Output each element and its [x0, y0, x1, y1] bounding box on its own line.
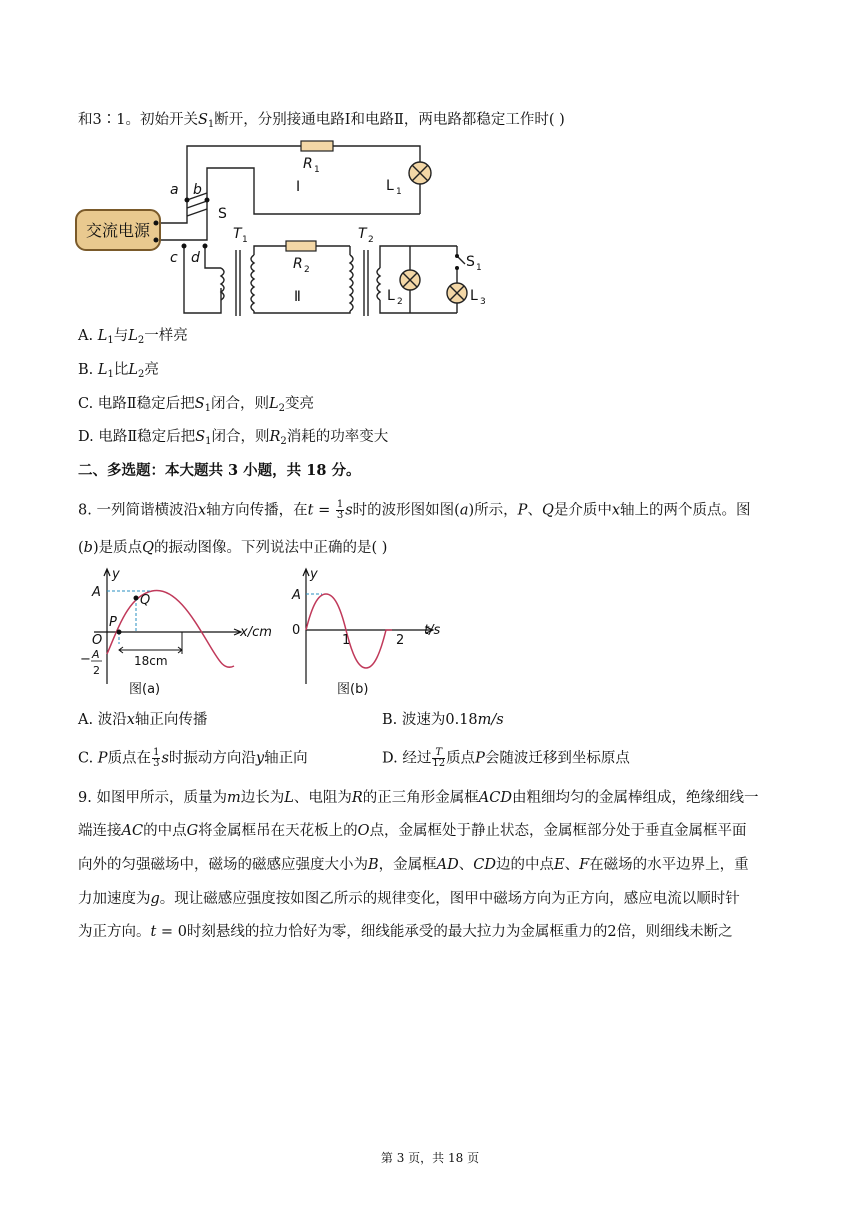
q8-option-a: A. 波沿x轴正向传播 — [78, 712, 208, 728]
q9-line2: 端连接AC的中点G将金属框吊在天花板上的O点，金属框处于静止状态，金属框部分处于垂直金属框平面 — [78, 823, 747, 839]
svg-text:1: 1 — [242, 235, 248, 245]
svg-text:y: y — [310, 567, 318, 582]
svg-text:L: L — [470, 288, 478, 304]
svg-text:S: S — [218, 206, 227, 222]
svg-text:A: A — [92, 585, 101, 600]
svg-text:2: 2 — [368, 235, 374, 245]
svg-text:图(a): 图(a) — [129, 682, 161, 696]
q7-option-a: A. $L_1$与$L_2$一样亮 — [78, 328, 188, 346]
svg-text:1: 1 — [314, 165, 320, 175]
svg-text:x/cm: x/cm — [240, 625, 272, 640]
svg-text:0: 0 — [292, 623, 301, 638]
wave-graph-a — [74, 566, 274, 696]
svg-text:图(b): 图(b) — [337, 682, 369, 696]
ac-source-label: 交流电源 — [85, 221, 151, 240]
svg-text:1: 1 — [342, 633, 351, 648]
svg-text:L: L — [387, 288, 395, 304]
q7-option-c: C. 电路Ⅱ稳定后把$S_1$闭合，则$L_2$变亮 — [78, 396, 314, 414]
q8-option-d: D. 经过 $\frac{T}{12}$ 质点P会随波迁移到坐标原点 — [382, 747, 630, 769]
svg-text:18cm: 18cm — [134, 654, 168, 668]
q8-line1: 8. 一列简谐横波沿x轴方向传播，在t = $\frac{1}{3}$ s时的波形图如图(a)所示，P、Q是介质中x轴上的两个质点。图 — [78, 499, 751, 521]
svg-text:L: L — [386, 178, 394, 194]
svg-text:2: 2 — [304, 265, 310, 275]
q9-line5: 为正方向。t = 0时刻悬线的拉力恰好为零，细线能承受的最大拉力为金属框重力的2倍，则细线未断之 — [78, 924, 733, 940]
svg-text:a: a — [170, 182, 179, 198]
svg-text:c: c — [170, 250, 178, 266]
point-p — [117, 630, 122, 635]
svg-text:3: 3 — [480, 297, 486, 307]
svg-text:d: d — [191, 250, 200, 266]
q9-line1: 9. 如图甲所示，质量为m边长为L、电阻为R的正三角形金属框ACD由粗细均匀的金属棒组成，绝缘细线一 — [78, 790, 759, 806]
svg-text:1: 1 — [396, 187, 402, 197]
q8-line2: (b)是质点Q的振动图像。下列说法中正确的是( ) — [78, 540, 388, 556]
svg-text:P: P — [109, 615, 117, 630]
circuit-diagram — [74, 138, 494, 323]
vibration-graph-b — [282, 566, 462, 696]
q7-option-b: B. $L_1$比$L_2$亮 — [78, 362, 159, 380]
section-heading: 二、多选题：本大题共 3 小题，共 18 分。 — [78, 462, 361, 479]
svg-text:T: T — [358, 226, 367, 242]
svg-text:Q: Q — [140, 593, 151, 608]
svg-text:b: b — [193, 182, 202, 198]
svg-text:2: 2 — [397, 297, 403, 307]
svg-text:A: A — [292, 588, 301, 603]
svg-text:R: R — [293, 256, 303, 272]
intro-line: 和3∶1。初始开关$S_1$断开，分别接通电路Ⅰ和电路Ⅱ，两电路都稳定工作时( ) — [78, 112, 565, 130]
svg-text:y: y — [112, 567, 120, 582]
svg-text:2: 2 — [396, 633, 405, 648]
svg-text:−: − — [80, 652, 91, 667]
vibration-curve-b — [306, 594, 392, 668]
q9-line3: 向外的匀强磁场中，磁场的磁感应强度大小为B，金属框AD、CD边的中点E、F在磁场的水平边界上，重 — [78, 857, 749, 873]
svg-text:T: T — [233, 226, 242, 242]
q9-line4: 力加速度为g。现让磁感应强度按如图乙所示的规律变化，图甲中磁场方向为正方向，感应电流以顺时针 — [78, 891, 740, 907]
page-footer: 第 3 页，共 18 页 — [380, 1151, 480, 1165]
svg-text:Ⅱ: Ⅱ — [294, 289, 301, 305]
svg-text:S: S — [466, 254, 475, 270]
svg-text:A: A — [92, 648, 100, 661]
point-q — [134, 596, 139, 601]
svg-text:2: 2 — [93, 664, 100, 677]
q7-option-d: D. 电路Ⅱ稳定后把$S_1$闭合，则$R_2$消耗的功率变大 — [78, 429, 389, 447]
svg-text:t/s: t/s — [424, 623, 441, 638]
q8-option-b: B. 波速为0.18m/s — [382, 712, 504, 728]
svg-text:R: R — [303, 156, 313, 172]
q8-option-c: C. P质点在 $\frac{1}{3}$ s时振动方向沿y轴正向 — [78, 747, 308, 769]
wave-curve-a — [107, 590, 234, 667]
svg-text:O: O — [92, 633, 103, 648]
svg-text:Ⅰ: Ⅰ — [296, 179, 301, 195]
svg-text:1: 1 — [476, 263, 482, 273]
